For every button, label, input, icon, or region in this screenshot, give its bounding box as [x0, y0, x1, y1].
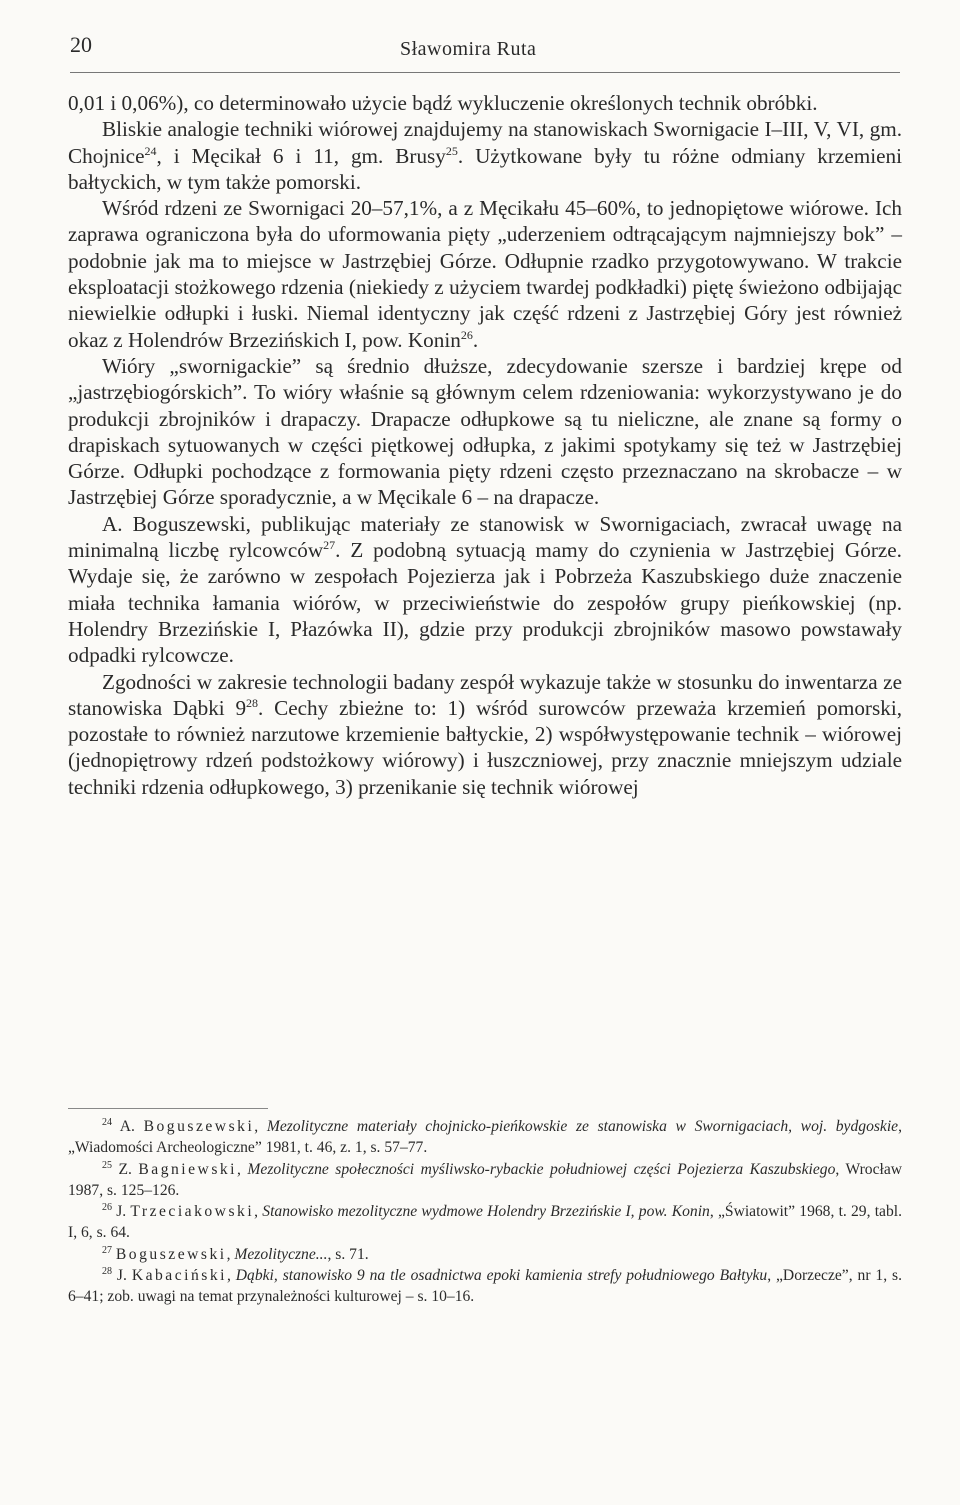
footnote-ref-26: 26	[460, 327, 473, 342]
footnote-title: Mezolityczne materiały chojnicko-pieńkowskie ze stanowiska w Swornigaciach, woj. bydgoskie	[266, 1118, 899, 1135]
footnote-divider	[68, 1108, 268, 1109]
footnote-initial: Z.	[118, 1160, 139, 1178]
footnote-author: Bagniewski	[138, 1160, 238, 1178]
footnote-title: Stanowisko mezolityczne wydmowe Holendry Brzezińskie I, pow. Konin	[262, 1203, 710, 1221]
footnote-number: 25	[102, 1159, 112, 1171]
footnote-number: 28	[102, 1265, 112, 1277]
paragraph-2-mid: , i Męcikał 6 i 11, gm. Brusy	[156, 143, 446, 168]
footnote-ref-28: 28	[246, 695, 259, 710]
footnote-initial: A.	[119, 1118, 144, 1135]
paragraph-3-text: Wśród rdzeni ze Swornigaci 20–57,1%, a z Męcikału 45–60%, to jednopiętowe wiórowe. Ich zaprawa ograniczona była do uformowania pięty „uderzeniem odtrącającym najmniejszy bok” – podobnie jak ma to miejsce w Jastrzębiej Górze. Odłupnie rzadko przygotowywano. W trakcie eksploatacji stożkowego rdzenia (niekiedy z użyciem twardej podkładki) piętę świeżono odbijając niewielkie odłupki i łuski. Niemal identyczny jak część rdzeni z Jastrzębiej Góry jest również okaz z Holendrów Brzezińskich I, pow. Konin	[68, 196, 902, 352]
body-text	[68, 90, 902, 800]
footnote-title: Dąbki, stanowisko 9 na tle osadnictwa epoki kamienia strefy południowego Bałtyku	[235, 1267, 768, 1285]
footnote-rest: , „Wiadomości Archeologiczne” 1981, t. 46, z. 1, s. 57–77.	[68, 1118, 903, 1157]
paragraph-5-text: A. Boguszewski, publikując materiały ze stanowisk w Swornigaciach, zwracał uwagę na minimalną liczbę rylcowców	[68, 511, 902, 563]
footnote-title: Mezolityczne...	[234, 1245, 328, 1263]
footnotes	[68, 1116, 902, 1308]
footnote-ref-24: 24	[144, 143, 157, 158]
footnote-rest: , s. 71.	[327, 1245, 369, 1263]
paragraph-2-end: . Użytkowane były tu różne odmiany krzemieni bałtyckich, w tym także pomorski.	[68, 143, 902, 194]
running-head-author: Sławomira Ruta	[400, 38, 537, 60]
footnote-rest: , „Światowit” 1968, t. 29, tabl. I, 6, s. 64.	[68, 1203, 902, 1242]
footnote-author: Kabaciński	[131, 1267, 227, 1285]
paragraph-5-end: . Z podobną sytuacją mamy do czynienia w Jastrzębiej Górze. Wydaje się, że zarówno w zespołach Pojezierza jak i Pobrzeża Kaszubskiego duże znaczenie miała technika łamania wiórów, w przeciwieństwie do zespołów grupy pieńkowskiej (np. Holendry Brzezińskie I, Płazówka II), gdzie przy produkcji zbrojników masowo powstawały odpadki rylcowcze.	[68, 538, 902, 668]
footnote-ref-25: 25	[445, 143, 458, 158]
paragraph-6	[68, 669, 902, 800]
paragraph-3	[68, 195, 902, 353]
paragraph-6-end: . Cechy zbieżne to: 1) wśród surowców przeważa krzemień pomorski, pozostałe to również narzutowe krzemienie bałtyckie, 2) współwystępowanie technik – wiórowej (jednopiętrowy rdzeń podstożkowy wiórowy) i łuszczniowej, przy znacznie mniejszym udziale techniki rdzenia odłupkowego, 3) przenikanie się technik wiórowej	[68, 695, 903, 799]
paragraph-2	[68, 116, 902, 195]
footnote-number: 26	[102, 1202, 112, 1213]
footnote-24: $^{24}$ A. Boguszewski, Mezolityczne materiały chojnicko-pieńkowskie ze stanowiska w Swornigaciach, woj. bydgoskie, „Wiadomości Archeologiczne” 1981, t. 46, z. 1, s. 57–77.	[68, 1116, 903, 1157]
footnote-28: $^{28}$ J. Kabaciński, Dąbki, stanowisko 9 na tle osadnictwa epoki kamienia strefy południowego Bałtyku, „Dorzecze”, nr 1, s. 6–41; zob. uwagi na temat przynależności kulturowej – s. 10–16.	[68, 1265, 902, 1306]
footnote-initial: J.	[116, 1203, 131, 1221]
footnote-initial: J.	[116, 1267, 132, 1285]
footnote-number: 27	[102, 1244, 112, 1256]
footnote-title: Mezolityczne społeczności myśliwsko-rybackie południowej części Pojezierza Kaszubskiego	[247, 1160, 836, 1178]
paragraph-3-end: .	[472, 327, 479, 352]
footnote-author: Trzeciakowski	[130, 1203, 255, 1221]
footnote-number: 24	[102, 1116, 112, 1128]
footnote-ref-27: 27	[323, 537, 336, 552]
page-header	[70, 32, 900, 73]
footnote-rest: , Wrocław 1987, s. 125–126.	[68, 1160, 903, 1199]
page-number: 20	[70, 32, 92, 57]
paragraph-5	[68, 511, 902, 669]
footnote-rest: , „Dorzecze”, nr 1, s. 6–41; zob. uwagi na temat przynależności kulturowej – s. 10–16.	[68, 1267, 902, 1306]
paragraph-4: Wióry „swornigackie” są średnio dłuższe, zdecydowanie szersze i bardziej krępe od „jastrzębiogórskich”. To wióry właśnie są głównym celem rdzeniowania: wykorzystywano je do produkcji zbrojników i drapaczy. Drapacze odłupkowe są tu nieliczne, ale znane są formy o drapiskach sytuowanych w części piętkowej odłupka, z jakimi spotykamy się też w Jastrzębiej Górze. Odłupki pochodzące z formowania pięty rdzeni często przeznaczano na skrobacze – w Jastrzębiej Górze sporadycznie, a w Męcikale 6 – na drapacze.	[68, 353, 902, 510]
paragraph-1: 0,01 i 0,06%), co determinowało użycie bądź wykluczenie określonych technik obróbki.	[68, 91, 818, 115]
footnote-author: Boguszewski	[115, 1245, 227, 1263]
footnote-27: $^{27}$ Boguszewski, Mezolityczne..., s. 71.	[102, 1244, 369, 1263]
footnote-25: $^{25}$ Z. Bagniewski, Mezolityczne społeczności myśliwsko-rybackie południowej części Pojezierza Kaszubskiego, Wrocław 1987, s. 125–126.	[68, 1159, 903, 1199]
footnote-author: Boguszewski	[143, 1118, 255, 1135]
paragraph-6-text: Zgodności w zakresie technologii badany zespół wykazuje także w stosunku do inwentarza ze stanowiska Dąbki 9	[68, 669, 902, 720]
paragraph-2-text: Bliskie analogie techniki wiórowej znajdujemy na stanowiskach Swornigacie I–III, V, VI, gm. Chojnice	[68, 117, 902, 168]
footnote-26: $^{26}$ J. Trzeciakowski, Stanowisko mezolityczne wydmowe Holendry Brzezińskie I, pow. Konin, „Światowit” 1968, t. 29, tabl. I, 6, s. 64.	[68, 1202, 902, 1242]
